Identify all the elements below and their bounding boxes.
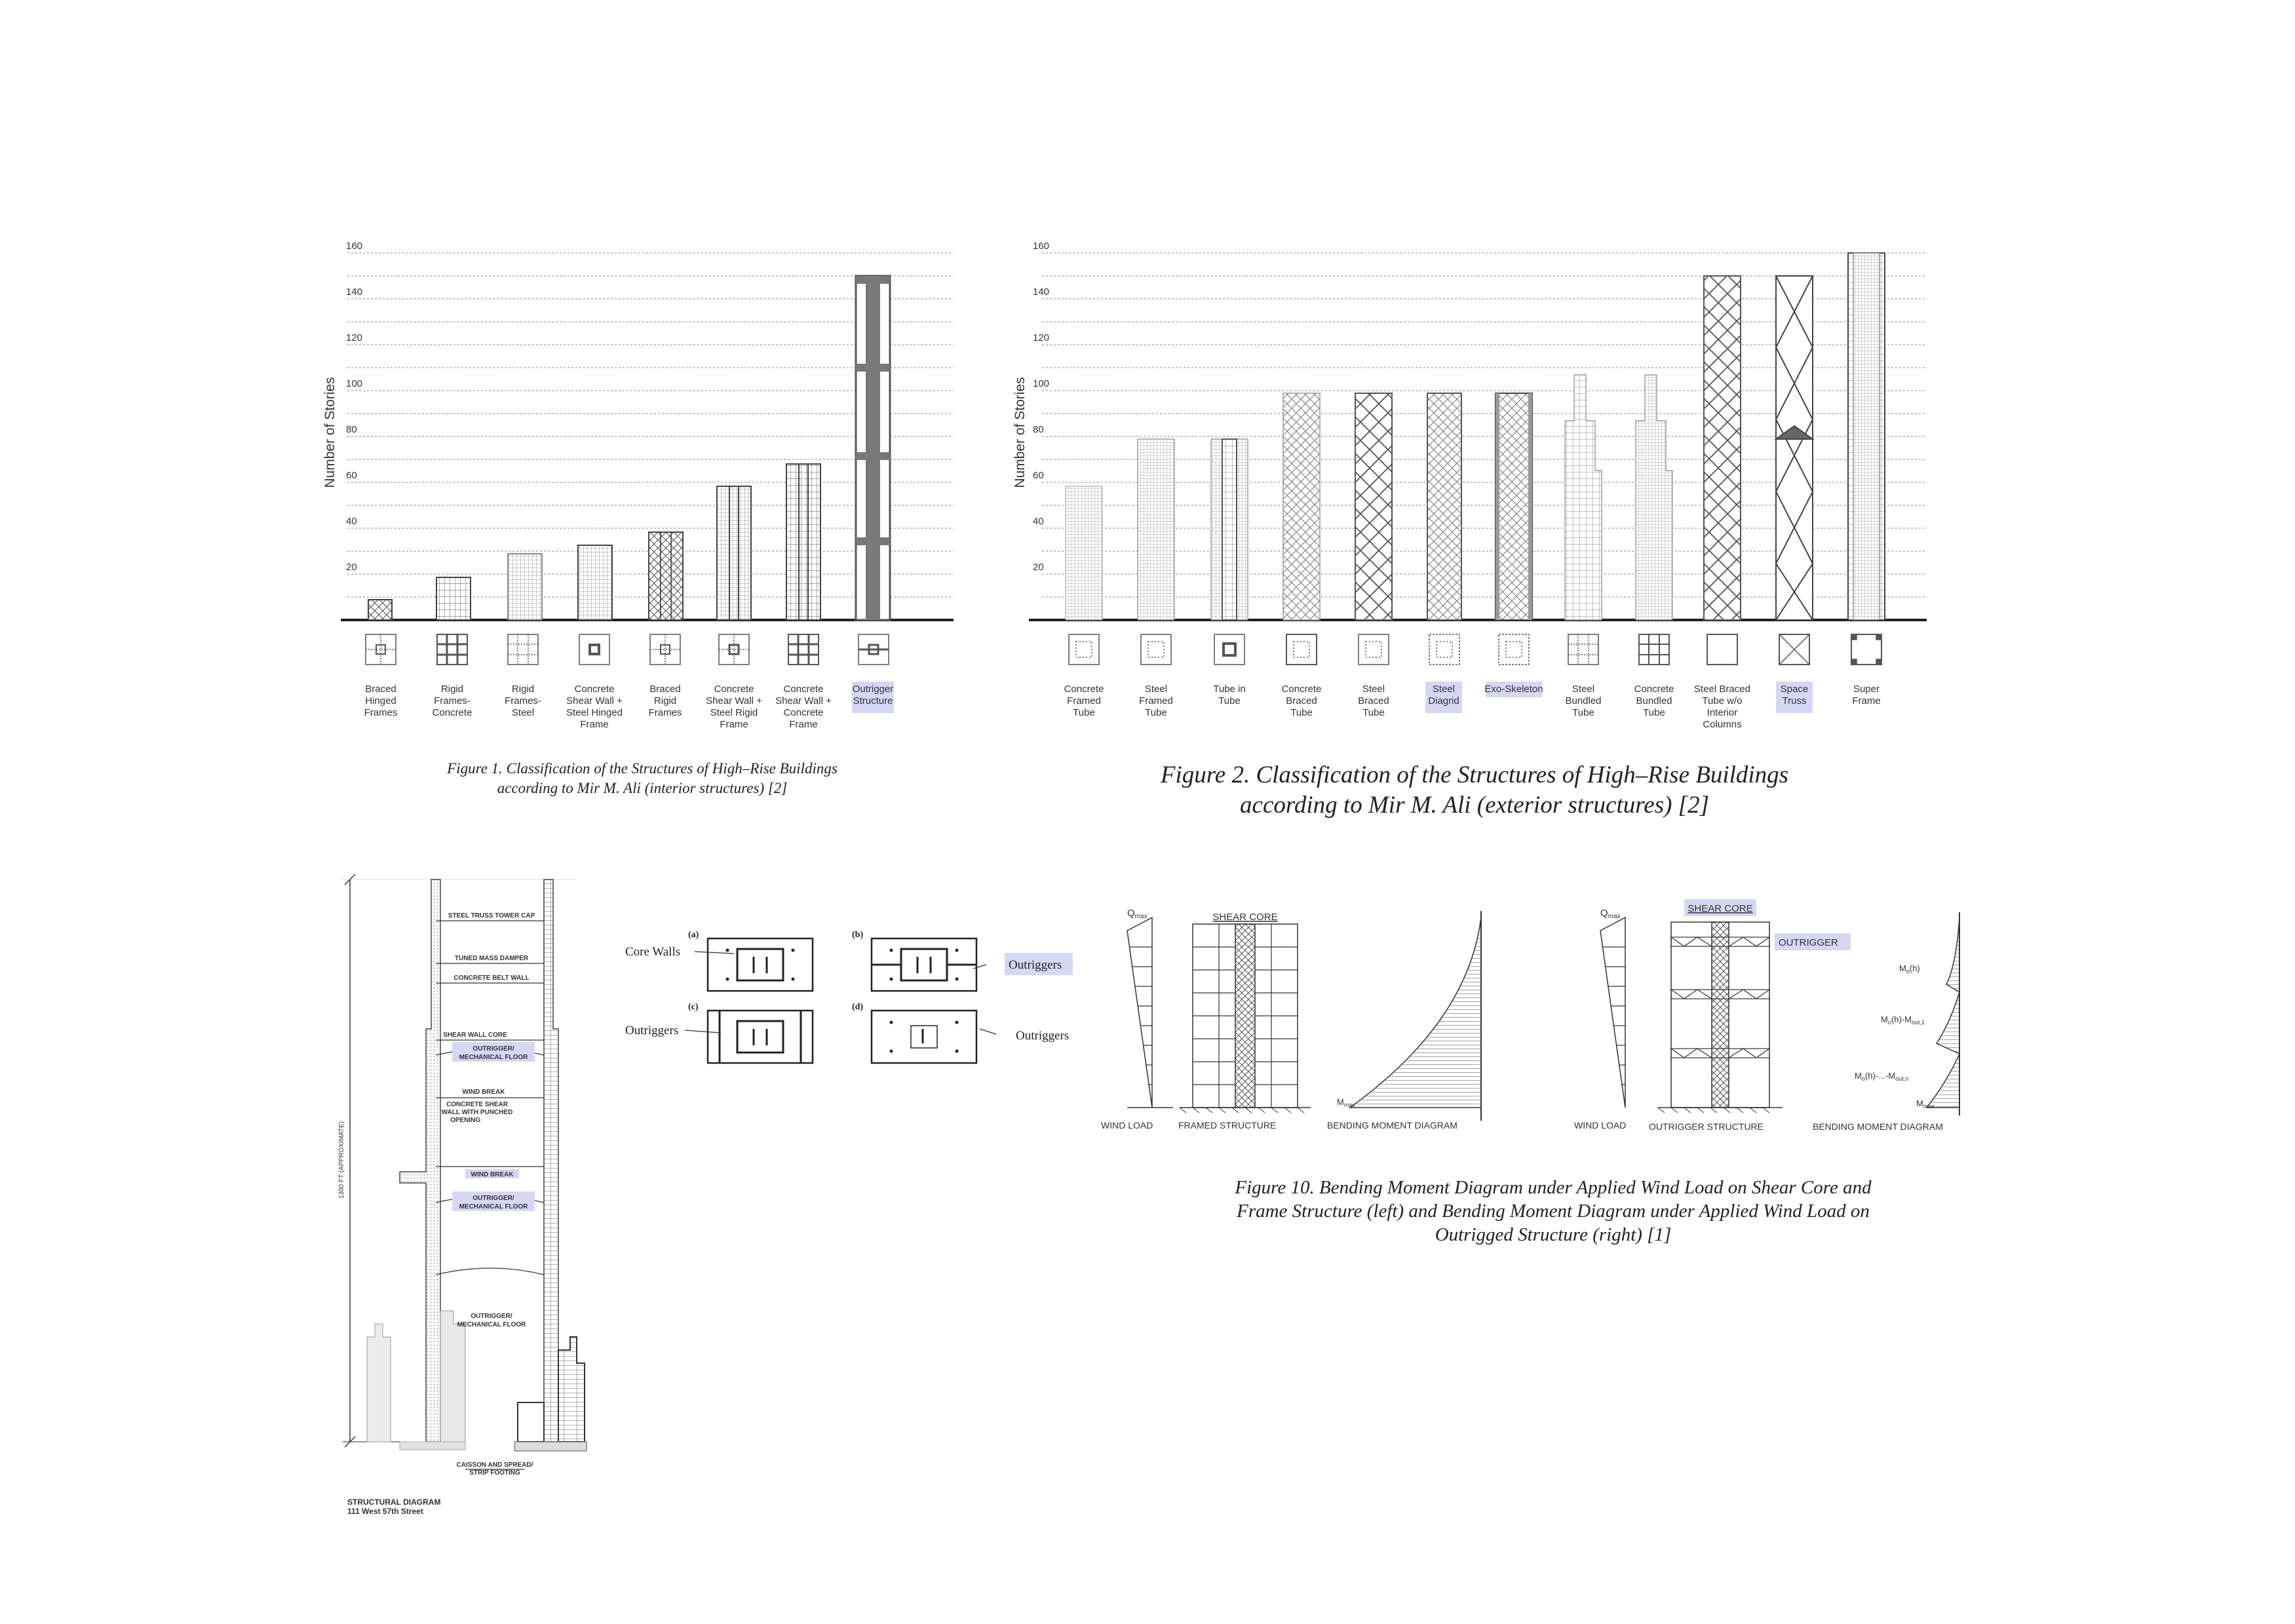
fig2-label-10: Steel Braced Tube w/o Interior Columns bbox=[1694, 684, 1750, 730]
plan-a bbox=[708, 938, 813, 991]
tower-base-right bbox=[518, 1402, 544, 1442]
tower-ann-tuned-mass-damper: TUNED MASS DAMPER bbox=[454, 955, 529, 962]
fig2-plan-icon-2 bbox=[1141, 634, 1171, 665]
fig2-ytick-80: 80 bbox=[1033, 424, 1044, 435]
fig10-right-bmd-label: BENDING MOMENT DIAGRAM bbox=[1813, 1121, 1943, 1132]
fig2-ytick-140: 140 bbox=[1033, 286, 1050, 298]
fig1-plan-icon-2 bbox=[437, 634, 467, 665]
fig1-building-concrete-shear-concrete bbox=[786, 464, 820, 620]
fig10-outrigger-label: OUTRIGGER bbox=[1779, 937, 1838, 948]
fig2-caption bbox=[1049, 760, 1900, 821]
fig2-label-11: Space Truss bbox=[1780, 684, 1809, 706]
fig1-ytick-160: 160 bbox=[346, 241, 363, 252]
fig2-plan-icon-7 bbox=[1499, 634, 1529, 665]
fig10-left-mmax: $M_{max}$ bbox=[1337, 1097, 1355, 1108]
fig2-label-6: Steel Diagrid bbox=[1428, 684, 1459, 706]
figure-10-right bbox=[1573, 886, 1992, 1147]
fig10-outrigger-structure-label: OUTRIGGER STRUCTURE bbox=[1649, 1121, 1764, 1132]
fig2-building-concrete-bundled-tube bbox=[1636, 375, 1672, 620]
fig10-caption bbox=[1167, 1176, 1940, 1247]
tower-right-elevation bbox=[544, 880, 558, 1442]
tower-subtitle: 111 West 57th Street bbox=[347, 1507, 423, 1516]
fig10-left-wind-load bbox=[1127, 918, 1152, 1108]
tower-base-left bbox=[440, 1311, 465, 1442]
fig1-plan-icon-3 bbox=[508, 634, 538, 665]
fig10-left-wind-arrows bbox=[1130, 947, 1152, 1085]
fig2-label-1: Concrete Framed Tube bbox=[1064, 684, 1104, 718]
fig1-building-braced-hinged bbox=[368, 600, 392, 620]
fig1-plan-icon-1 bbox=[366, 634, 396, 665]
fig2-building-space-truss bbox=[1776, 276, 1813, 620]
fig10-left-qmax: $Q_{max}$ bbox=[1127, 908, 1148, 920]
fig1-label-6: Concrete Shear Wall + Steel Rigid Frame bbox=[706, 684, 762, 730]
fig1-building-braced-rigid bbox=[649, 532, 683, 620]
fig2-ytick-160: 160 bbox=[1033, 241, 1050, 252]
fig1-plan-icon-7 bbox=[788, 634, 819, 665]
fig2-plan-icon-12 bbox=[1851, 634, 1881, 665]
fig1-building-rigid-steel bbox=[508, 554, 542, 620]
tower-ann-concrete-shear-b: WALL WITH PUNCHED bbox=[441, 1109, 513, 1116]
fig1-y-axis-label: Number of Stories bbox=[322, 377, 338, 488]
fig2-building-super-frame bbox=[1848, 253, 1885, 620]
fig10-caption-line1: Figure 10. Bending Moment Diagram under Applied Wind Load on Shear Core and bbox=[1235, 1177, 1872, 1198]
fig2-ytick-120: 120 bbox=[1033, 332, 1050, 343]
fig1-plan-icon-8 bbox=[858, 634, 889, 665]
fig2-label-5: Steel Braced Tube bbox=[1358, 684, 1389, 718]
tower-ann-outrigger-3a: OUTRIGGER/ bbox=[471, 1313, 512, 1320]
fig10-m-h: $M_o(h)$ bbox=[1899, 963, 1920, 975]
fig1-caption-line1: Figure 1. Classification of the Structures of High–Rise Buildings bbox=[447, 760, 838, 777]
tower-ann-concrete-belt-wall: CONCRETE BELT WALL bbox=[453, 975, 530, 982]
fig1-plan-icon-6 bbox=[719, 634, 749, 665]
fig2-plan-icon-9 bbox=[1639, 634, 1669, 665]
fig2-label-3: Tube in Tube bbox=[1213, 684, 1246, 706]
plan-outriggers-c-label: Outriggers bbox=[625, 1024, 679, 1037]
plan-outriggers-b-label: Outriggers bbox=[1009, 958, 1062, 972]
fig2-caption-line2: according to Mir M. Ali (exterior structures) [2] bbox=[1240, 792, 1709, 819]
plan-a-label: (a) bbox=[688, 930, 699, 940]
tower-ann-wind-break-1: WIND BREAK bbox=[462, 1089, 505, 1096]
fig2-plan-icon-3 bbox=[1214, 634, 1244, 665]
tower-ann-outrigger-2a: OUTRIGGER/ bbox=[473, 1195, 514, 1202]
tower-ann-caisson-a: CAISSON AND SPREAD/ bbox=[456, 1461, 533, 1469]
fig1-ytick-120: 120 bbox=[346, 332, 363, 343]
core-outrigger-plans bbox=[623, 924, 1094, 1068]
fig10-m-h3: $M_o(h)-...-M_{out,n}$ bbox=[1855, 1071, 1909, 1082]
tower-title: STRUCTURAL DIAGRAM bbox=[347, 1498, 441, 1507]
plan-d bbox=[872, 1011, 976, 1063]
fig2-plan-icon-10 bbox=[1707, 634, 1737, 665]
fig10-caption-line2: Frame Structure (left) and Bending Moment Diagram under Applied Wind Load on bbox=[1237, 1201, 1870, 1222]
fig1-plan-icon-5 bbox=[650, 634, 680, 665]
plan-c bbox=[708, 1011, 813, 1063]
fig1-building-outrigger bbox=[856, 276, 890, 620]
fig10-left-shear-core-label: SHEAR CORE bbox=[1212, 912, 1278, 923]
fig1-ytick-60: 60 bbox=[346, 470, 357, 481]
plan-outriggers-d-label: Outriggers bbox=[1016, 1029, 1070, 1043]
figure-10-left bbox=[1101, 891, 1507, 1147]
fig2-y-axis-label: Number of Stories bbox=[1013, 377, 1028, 488]
fig2-building-concrete-framed-tube bbox=[1066, 486, 1102, 620]
fig1-ytick-20: 20 bbox=[346, 562, 357, 573]
plan-core-walls-label: Core Walls bbox=[625, 945, 681, 959]
fig10-left-shear-core bbox=[1235, 924, 1255, 1108]
fig10-left-wind-load-label: WIND LOAD bbox=[1101, 1120, 1153, 1131]
fig10-right-wind-load bbox=[1600, 918, 1625, 1108]
fig1-label-5: Braced Rigid Frames bbox=[648, 684, 682, 718]
fig1-caption-line2: according to Mir M. Ali (interior structures) [2] bbox=[497, 780, 788, 796]
fig10-right-wind-load-label: WIND LOAD bbox=[1574, 1120, 1627, 1131]
tower-ann-outrigger-3b: MECHANICAL FLOOR bbox=[457, 1321, 526, 1328]
fig1-building-concrete-shear-steel-hinged bbox=[578, 545, 612, 620]
tower-height-label: 1300 FT (APPROXIMATE) bbox=[338, 1121, 345, 1199]
fig2-label-2: Steel Framed Tube bbox=[1139, 684, 1173, 718]
fig1-label-1: Braced Hinged Frames bbox=[364, 684, 398, 718]
tower-annex-right bbox=[558, 1337, 585, 1442]
fig1-building-concrete-shear-steel-rigid bbox=[717, 486, 751, 620]
fig2-plan-icon-4 bbox=[1286, 634, 1317, 665]
tower-footing-right bbox=[514, 1442, 587, 1451]
fig1-building-rigid-concrete bbox=[436, 577, 471, 620]
fig2-building-steel-bundled-tube bbox=[1565, 375, 1602, 620]
fig2-building-tube-in-tube bbox=[1211, 439, 1248, 620]
fig2-building-steel-diagrid bbox=[1427, 393, 1461, 620]
fig2-building-steel-braced-tube bbox=[1355, 393, 1392, 620]
fig2-caption-line1: Figure 2. Classification of the Structures of High–Rise Buildings bbox=[1160, 762, 1789, 788]
fig1-label-7: Concrete Shear Wall + Concrete Frame bbox=[775, 684, 832, 730]
fig1-ytick-100: 100 bbox=[346, 378, 363, 389]
fig2-building-concrete-braced-tube bbox=[1283, 393, 1320, 620]
fig10-right-wind-arrows bbox=[1603, 947, 1625, 1085]
fig1-label-3: Rigid Frames-Steel bbox=[505, 684, 541, 718]
fig10-m-h2: $M_o(h)-M_{out,1}$ bbox=[1881, 1015, 1925, 1026]
fig1-label-8: Outrigger Structure bbox=[852, 684, 894, 706]
plan-d-label: (d) bbox=[852, 1002, 864, 1012]
plan-b-label: (b) bbox=[852, 930, 864, 940]
fig2-plan-icon-8 bbox=[1568, 634, 1598, 665]
tower-ann-outrigger-2b: MECHANICAL FLOOR bbox=[459, 1203, 528, 1210]
fig2-ytick-40: 40 bbox=[1033, 516, 1044, 527]
fig1-ytick-80: 80 bbox=[346, 424, 357, 435]
fig10-left-bmd-label: BENDING MOMENT DIAGRAM bbox=[1327, 1120, 1457, 1131]
fig10-right-mmax: $M_{max}$ bbox=[1916, 1098, 1935, 1110]
tower-ann-steel-truss-cap: STEEL TRUSS TOWER CAP bbox=[448, 912, 535, 919]
figure-1-chart bbox=[308, 229, 976, 747]
tower-neighbour-left bbox=[367, 1324, 391, 1442]
fig10-right-shear-core-label: SHEAR CORE bbox=[1688, 903, 1753, 914]
fig10-framed-structure-label: FRAMED STRUCTURE bbox=[1178, 1120, 1277, 1131]
fig2-plan-icon-11 bbox=[1779, 634, 1809, 665]
tower-left-elevation bbox=[400, 880, 440, 1442]
fig10-right-bmd bbox=[1927, 918, 1959, 1108]
fig2-ytick-60: 60 bbox=[1033, 470, 1044, 481]
fig1-caption bbox=[341, 759, 944, 798]
fig2-building-steel-braced-tube-no-columns bbox=[1704, 276, 1741, 620]
fig10-right-shear-core bbox=[1712, 922, 1729, 1108]
fig10-left-bmd bbox=[1350, 918, 1481, 1108]
tower-footing-left bbox=[400, 1442, 465, 1450]
fig2-label-9: Concrete Bundled Tube bbox=[1634, 684, 1674, 718]
fig1-ytick-140: 140 bbox=[346, 286, 363, 298]
fig2-building-exo-skeleton bbox=[1495, 393, 1532, 620]
fig2-label-8: Steel Bundled Tube bbox=[1565, 684, 1602, 718]
fig1-plan-icon-4 bbox=[579, 634, 609, 665]
tower-ann-caisson-b: STRIP FOOTING bbox=[469, 1469, 520, 1477]
fig2-label-4: Concrete Braced Tube bbox=[1281, 684, 1322, 718]
fig2-building-steel-framed-tube bbox=[1138, 439, 1174, 620]
plan-c-label: (c) bbox=[688, 1002, 699, 1012]
fig10-right-qmax: $Q_{max}$ bbox=[1600, 908, 1621, 920]
tower-ann-outrigger-1b: MECHANICAL FLOOR bbox=[459, 1054, 528, 1061]
tower-ann-wind-break-2: WIND BREAK bbox=[471, 1171, 514, 1178]
fig2-ytick-100: 100 bbox=[1033, 378, 1050, 389]
tower-ann-concrete-shear-a: CONCRETE SHEAR bbox=[446, 1101, 508, 1108]
fig2-plan-icon-6 bbox=[1429, 634, 1459, 665]
fig1-ytick-40: 40 bbox=[346, 516, 357, 527]
fig1-label-4: Concrete Shear Wall + Steel Hinged Frame bbox=[566, 684, 623, 730]
figure-2-chart bbox=[1003, 229, 1946, 747]
tower-ann-shear-wall-core: SHEAR WALL CORE bbox=[443, 1032, 507, 1039]
tower-ann-concrete-shear-c: OPENING bbox=[450, 1117, 481, 1124]
tower-ann-outrigger-1a: OUTRIGGER/ bbox=[473, 1045, 514, 1053]
tower-structural-diagram bbox=[328, 865, 668, 1534]
fig2-ytick-20: 20 bbox=[1033, 562, 1044, 573]
fig2-label-7: Exo-Skeleton bbox=[1484, 684, 1543, 695]
fig2-label-12: Super Frame bbox=[1852, 684, 1881, 706]
fig1-label-2: Rigid Frames-Concrete bbox=[432, 684, 473, 718]
fig10-caption-line3: Outrigged Structure (right) [1] bbox=[1435, 1224, 1672, 1245]
fig2-plan-icon-1 bbox=[1069, 634, 1099, 665]
fig2-plan-icon-5 bbox=[1359, 634, 1389, 665]
